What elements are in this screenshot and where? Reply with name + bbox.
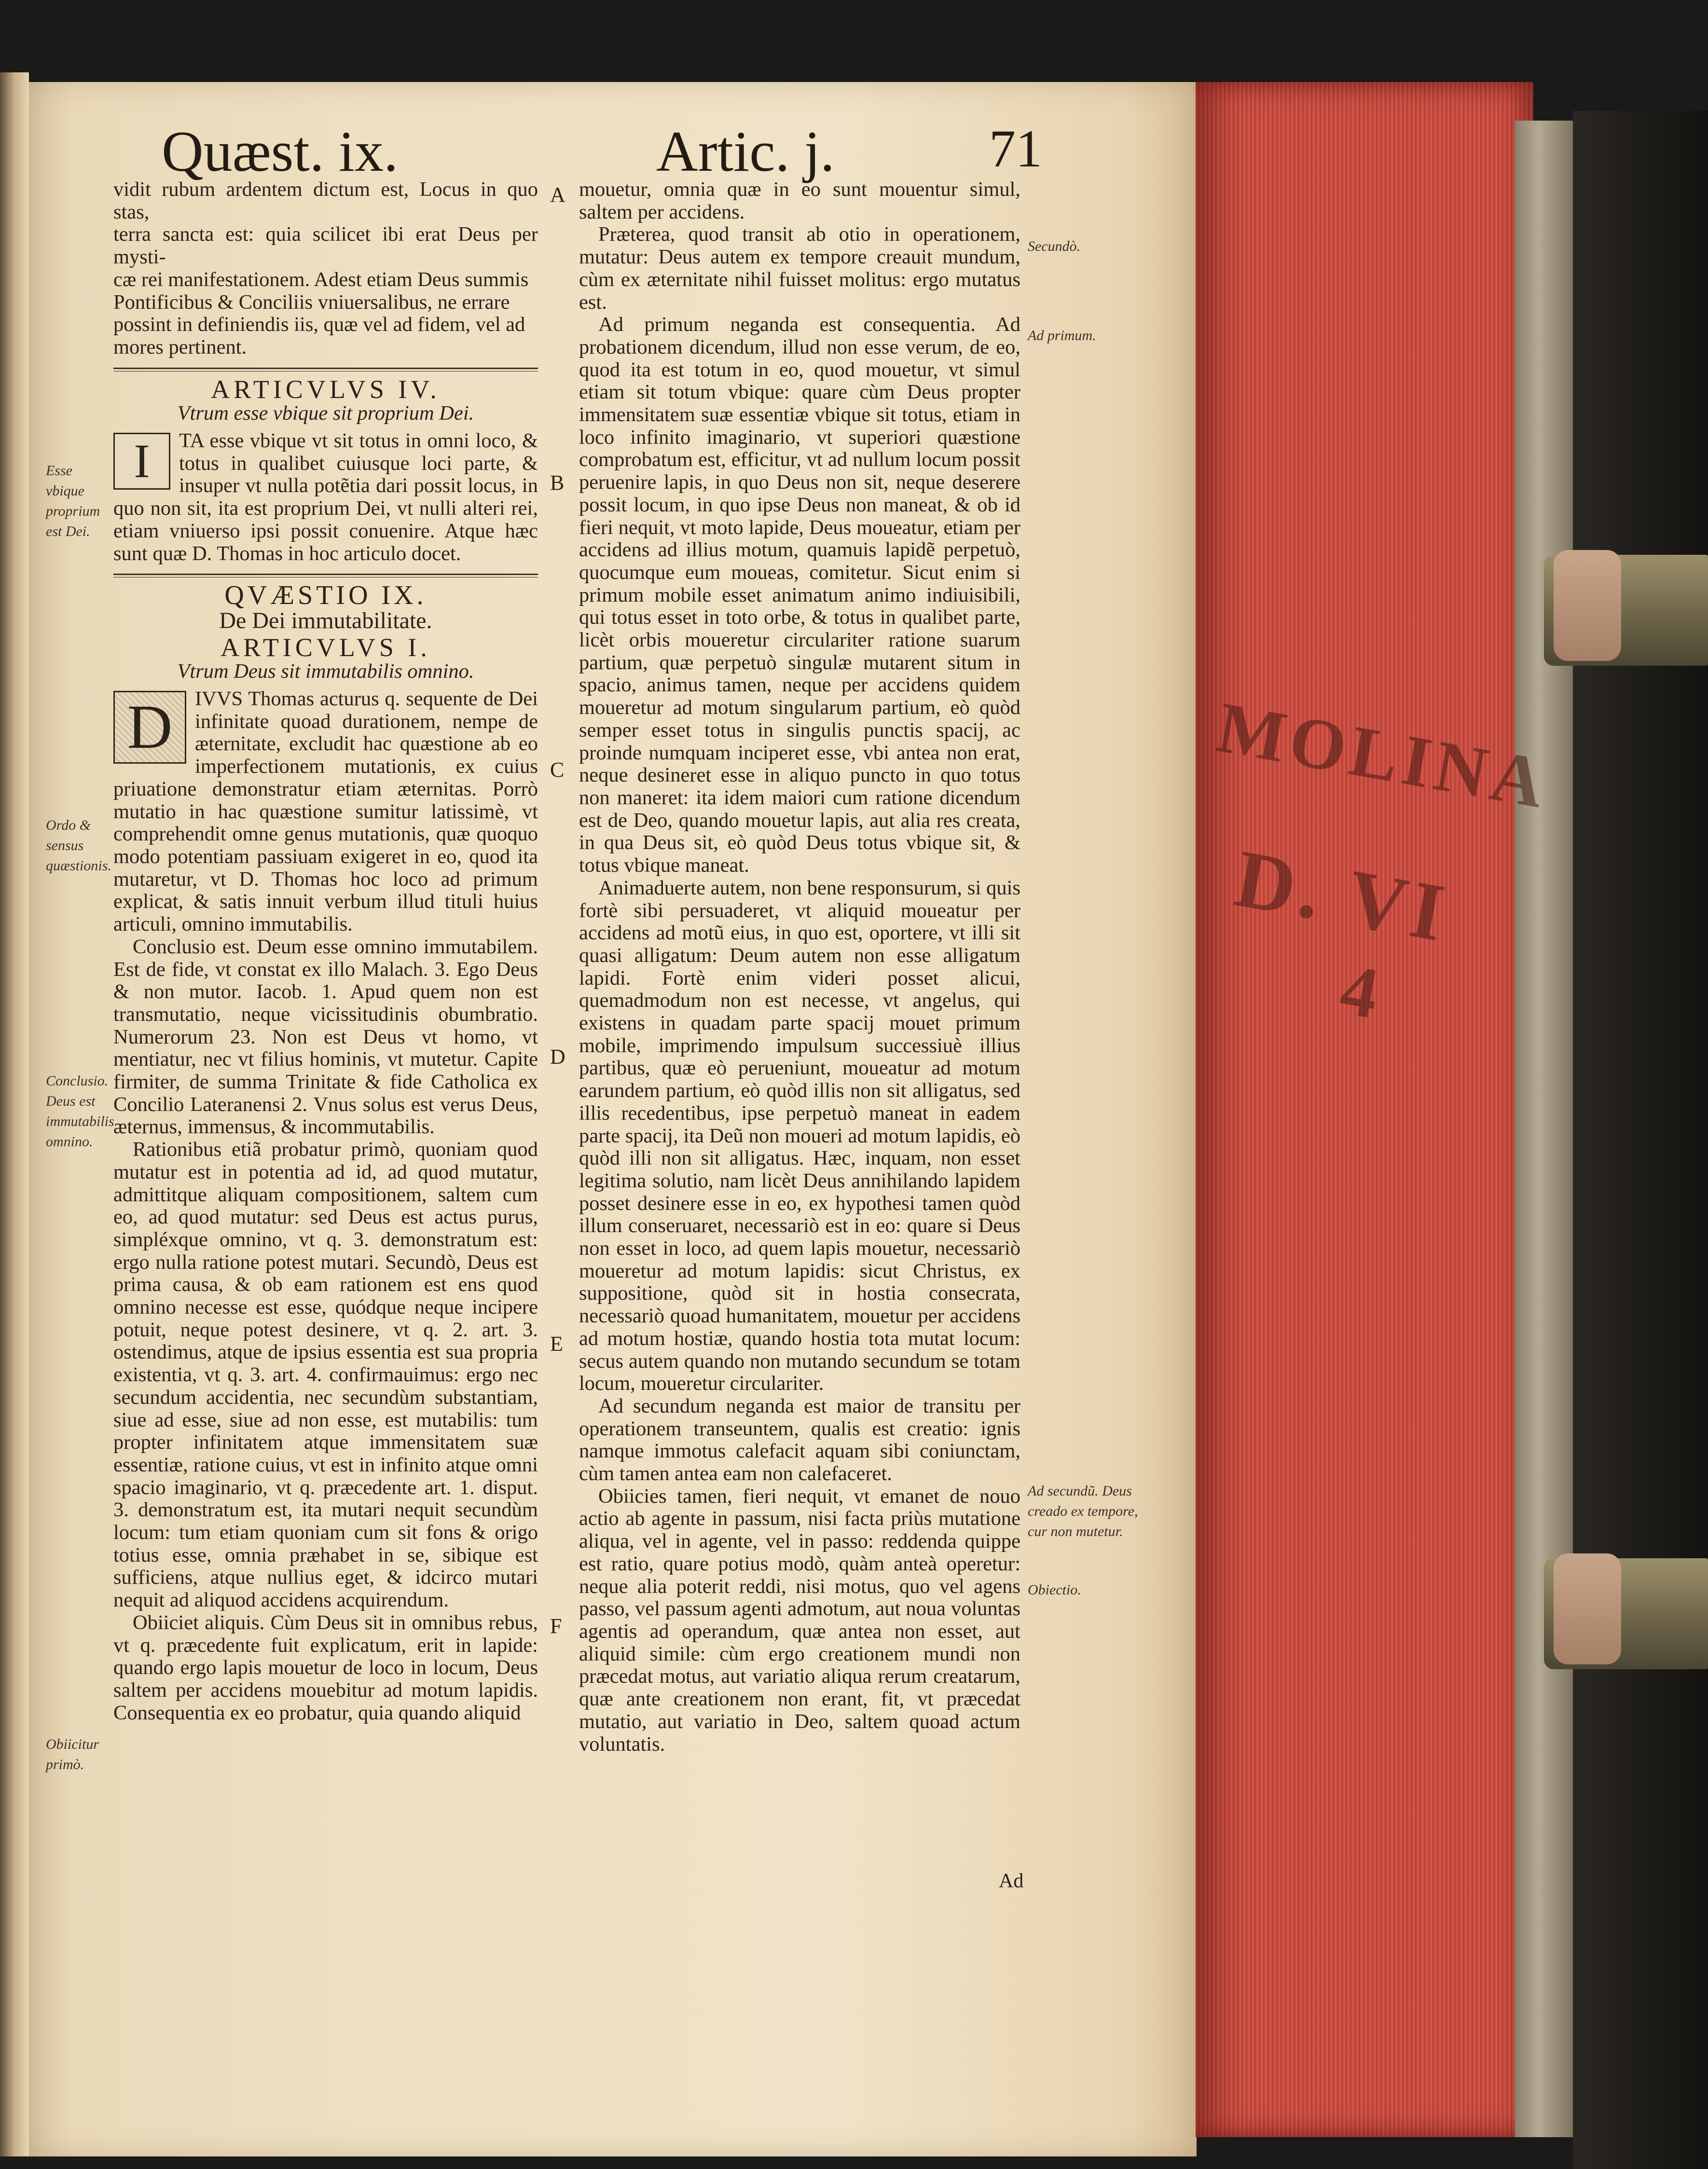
article-iv-heading: ARTICVLVS IV.: [211, 374, 441, 404]
intro-line: Pontificibus & Conciliis vniuersalibus, ne errare: [113, 290, 510, 314]
left-margin-note: Obiicitur primò.: [46, 1736, 99, 1772]
paragraph: Præterea, quod transit ab otio in operationem, mutatur: Deus autem ex tempore creauit mundum, cùm ex æternitate nihil fuisset molitus: ergo mutatus est.: [579, 223, 1020, 314]
paragraph: IVVS Thomas acturus q. sequente de Dei infinitate quoad durationem, nempe de æternitate, excludit hac quæstione ab eo imperfectionem mutationis, ex cuius priuatione demonstratur etiam æternitas. Porrò mutatio in hac quæstione sumitur latissimè, vt comprehendit omne genus mutationis, quæ quoquo modo potentiam passiuam exigeret in eo, quod ita mutaretur, vt D. Thomas hoc loco ad primum explicat, & satis innuit verbum illud tituli huius articuli, omnino immutabilis.: [113, 687, 538, 936]
fore-edge-stamp-line2: D. VI: [1229, 832, 1456, 960]
paragraph: Ad primum neganda est consequentia. Ad probationem dicendum, illud non esse verum, de eo, quod ita est totum in eo, quod mouetur, vt simul etiam sit totum vbique: quare cùm Deus propter immensitatem suæ essentiæ vbique sit totus, etiam in loco infinito imaginario, vt superiori quæstione comprobatum est, efficitur, vt ad nullum locum possit peruenire lapis, in quo Deus non sit, neque deserere possit locum, in quo ipse Deus non maneat, & ob id fieri nequit, vt moto lapide, Deus moueatur, etiam per accidens ad illius motum, quamuis lapidẽ perpetuò, quocumque eum moueas, comitetur. Sicut enim si primum mobile esset animatum animo indiuisibili, qui totus esset in toto orbe, & totus in qualibet parte, licèt orbis moueretur circulariter ratione suarum partium, quæ perpetuò singulæ mutarent situm in spacio, animus tamen, neque per accidens quidem moueretur ad motum singularum partium, eò quòd semper esset totus in singulis punctis spacij, ac proinde numquam inciperet esse, vbi antea non erat, neque desineret esse in aliquo puncto in quo totus non maneret: ita idem maiori cum ratione dicendum est de Deo, quando mouetur lapis, aut alia res creata, in qua Deus sit, eò quòd Deus totus vbique sit, & totus vbique maneat.: [579, 313, 1020, 877]
red-fore-edge: [1196, 82, 1533, 2137]
fore-edge-stamp-line1: MOLINA: [1211, 687, 1555, 824]
section-letter-f: F: [550, 1614, 562, 1638]
paragraph: Obiiciet aliquis. Cùm Deus sit in omnibus rebus, vt q. præcedente fuit explicatum, erit in lapide: quando ergo lapis mouetur de loco in locum, Deus saltem per accidens mouebitur ad motum lapidis. Consequentia ex eo probatur, quia quando aliquid: [113, 1611, 538, 1724]
section-letter-d: D: [550, 1045, 565, 1069]
intro-line: vidit rubum ardentem dictum est, Locus in quo stas,: [113, 178, 538, 223]
left-margin-note: Ordo & sensus quæstionis.: [46, 817, 111, 874]
running-head-left: Quæst. ix.: [162, 119, 399, 183]
section-letter-a: A: [550, 183, 565, 206]
article-iv-text: TA esse vbique vt sit totus in omni loco, & totus in qualibet cuiusque loci parte, & insuper vt nulla potẽtia dari possit locus, in quo non sit, ita est proprium Dei, vt nulli alteri rei, etiam vniuerso ipsi possit conuenire. Atque hæc sunt quæ D. Thomas in hoc articulo docet.: [113, 429, 538, 565]
section-letter-b: B: [550, 471, 565, 494]
section-letter-e: E: [550, 1332, 563, 1356]
article-iv-subtitle: Vtrum esse vbique sit proprium Dei.: [177, 402, 474, 425]
facing-page-edge: [0, 72, 29, 2156]
decorated-initial-d-icon: D: [113, 691, 186, 764]
section-letter-c: C: [550, 758, 565, 782]
cover-board: [1515, 121, 1573, 2137]
right-margin-note: Obiectio.: [1028, 1582, 1081, 1598]
intro-line: terra sancta est: quia scilicet ibi erat Deus per mysti-: [113, 223, 538, 269]
intro-line: mores pertinent.: [113, 335, 247, 358]
paragraph: mouetur, omnia quæ in eo sunt mouentur simul, saltem per accidens.: [579, 178, 1020, 223]
left-margin-note: Esse vbique proprium est Dei.: [46, 463, 100, 539]
quaestio-title: De Dei immutabilitate.: [219, 607, 432, 633]
article-i-heading: ARTICVLVS I.: [220, 632, 431, 662]
fore-edge-stamp-line3: 4: [1335, 948, 1389, 1035]
quaestio-heading: QVÆSTIO IX.: [224, 580, 427, 611]
right-margin-note: Ad secundũ. Deus creado ex tempore, cur non mutetur.: [1028, 1483, 1138, 1539]
right-margin-note: Ad primum.: [1028, 328, 1096, 343]
upper-clasp-pad: [1554, 550, 1621, 661]
right-column: [579, 178, 1020, 1756]
paragraph: Ad secundum neganda est maior de transitu per operationem transeuntem, qualis est creatio: ignis namque immotus calefacit aquam sibi coniunctam, cùm tamen antea eam non calefaceret.: [579, 1394, 1020, 1485]
paragraph: Obiicies tamen, fieri nequit, vt emanet de nouo actio ab agente in passum, nisi facta priùs mutatione aliqua, vel in agente, vel in passo: reddenda quippe est ratio, quare potius modò, quàm anteà operetur: neque alia poterit reddi, nisi motus, quo vel agens passo, vel passum agenti admotum, aut noua voluntas agentis ad operandum, quæ antea non esset, aut aliquid simile: cùm ergo creationem mundi non præcedat motus, aut variatio aliqua rerum creatarum, quæ ante creationem non erant, fit, vt præcedat mutatio, aut variatio in Deo, saltem quoad actum voluntatis.: [579, 1484, 1020, 1756]
paragraph: Rationibus etiã probatur primò, quoniam quod mutatur est in potentia ad id, ad quod mutatur, admittitque aliquam compositionem, saltem cum eo, ad quod mutatur: sed Deus est actus purus, simpléxque omnino, vt q. 3. demonstratum est: ergo nulla ratione potest mutari. Secundò, Deus est prima causa, & ob eam rationem est ens quod omnino necesse est esse, quódque neque incipere potuit, neque potest desinere, vt q. 2. art. 3. ostendimus, atque de ipsius essentia est sua propria existentia, vt q. 3. art. 4. confirmauimus: ergo nec secundum accidentia, nec secundùm substantiam, siue ad esse, siue ad non esse, est mutabilis: tum propter infinitatem atque immensitatem suæ essentiæ, ratione cuius, vt est in infinito atque omni spacio imaginario, vt q. præcedente art. 1. disput. 3. demonstratum est, ita mutari nequit secundùm locum: tum etiam quoniam cum sit fons & origo totius esse, omnia præhabet in se, sibique est sufficiens, atque nullius eget, & idcirco mutari nequit ad aliquod accidens acquirendum.: [113, 1138, 538, 1612]
initial-letter-i: I: [113, 433, 170, 490]
paragraph: Conclusio est. Deum esse omnino immutabilem. Est de fide, vt constat ex illo Malach. 3. Ego Deus & non mutor. Iacob. 1. Apud quem non est transmutatio, neque vicissitudinis obumbratio. Numerorum 23. Non est Deus vt homo, vt mentiatur, nec vt filius hominis, vt mutetur. Capite firmiter, de summa Trinitate & fide Catholica ex Concilio Lateranensi 2. Vnus solus est verus Deus, æternus, immensus, & incommutabilis.: [113, 935, 538, 1139]
article-i-subtitle: Vtrum Deus sit immutabilis omnino.: [177, 660, 474, 683]
lower-clasp-pad: [1554, 1553, 1621, 1664]
running-head-center: Artic. j.: [656, 119, 835, 183]
cover-shadow: [1573, 111, 1708, 2169]
left-column: [113, 178, 538, 1724]
left-margin-note: Conclusio. Deus est immutabilis omnino.: [46, 1073, 114, 1150]
catchword: Ad: [999, 1870, 1024, 1892]
right-margin-note: Secundò.: [1028, 238, 1081, 254]
intro-line: possint in definiendis iis, quæ vel ad fidem, vel ad: [113, 313, 525, 336]
section-rule: [113, 574, 538, 576]
intro-line: cæ rei manifestationem. Adest etiam Deus summis: [113, 268, 529, 291]
paragraph: Animaduerte autem, non bene responsurum, si quis fortè sibi persuaderet, vt aliquid moueatur per accidens ad motũ eius, in quo est, oportere, vt illi sit quasi alligatum: Deum autem non esse alligatum lapidi. Fortè enim videri posset alicui, quemadmodum non est necesse, vt angelus, qui existens in quadam parte spacij mouet primum mobile, imprimendo impulsum successiuè illius partibus, quæ eò perueniunt, moueatur ad motum earundem partium, eò quòd illis non sit alligatus, sed illis recedentibus, ipse perpetuò maneat in eadem parte spacij, ita Deũ non moueri ad motum lapidis, eò quòd illi non sit alligatus. Hæc, inquam, non esset legitima solutio, nam licèt Deus annihilando lapidem posset desinere esse in eo, ex hypothesi tamen quòd illum conseruaret, necessariò est in eo: quare si Deus non esset in loco, ad quem lapis mouetur, necessariò moueretur ad motum lapidis: sicut Christus, ex suppositione, quòd sit in hostia consecrata, necessariò quoad humanitatem, mouetur per accidens ad motum hostiæ, quando hostia tota mutat locum: secus autem quando non mutando secundum se totam locum, moueretur circulariter.: [579, 876, 1020, 1395]
section-rule: [113, 368, 538, 370]
page-number: 71: [989, 119, 1042, 178]
